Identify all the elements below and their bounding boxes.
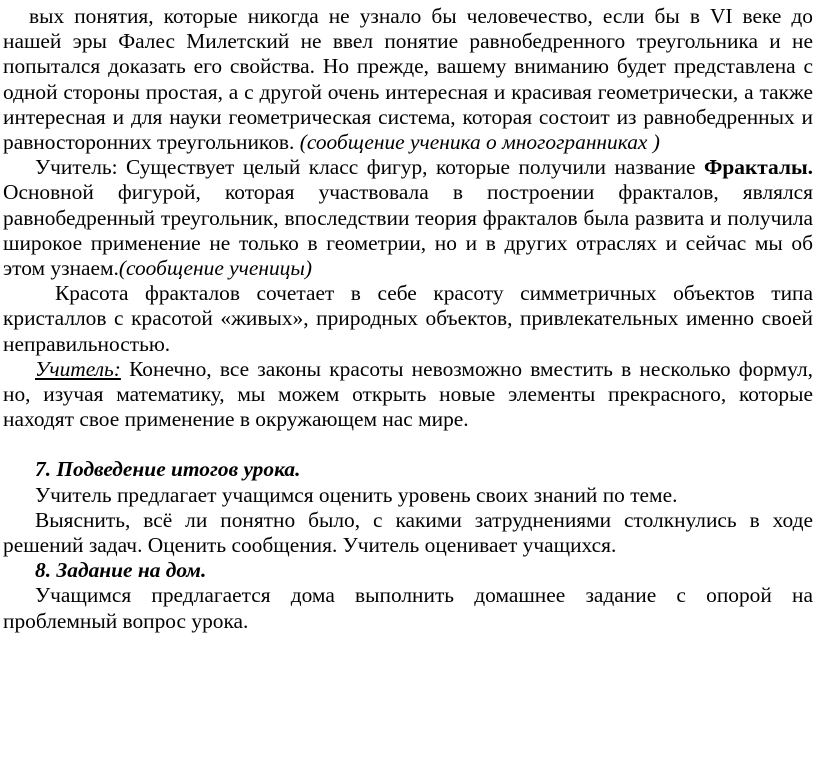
paragraph-thales-text: вых понятия, которые никогда не узнало бы человечество, если бы в VI веке до нашей эры Фалес Милетский не ввел понятие равнобедренного треугольника и не попытался доказать его свойства. Но прежде, вашему вниманию будет представлена с одной стороны простая, а с другой очень интересная и красивая геометрически, а также интересная и для науки геометрическая система, которая состоит из равнобедренных и равносторонних треугольников. [3,4,813,155]
note-student-polyhedra: (сообщение ученика о многогранниках ) [299,130,660,155]
paragraph-thales [3,4,813,155]
paragraph-teacher-conclusion [3,357,813,433]
section-8-heading: 8. Задание на дом. [35,558,207,583]
teacher-intro-text: Учитель: Существует целый класс фигур, которые получили название [35,155,704,180]
paragraph-fractals [3,155,813,281]
paragraph-fractals-text: Основной фигурой, которая участвовала в построении фракталов, являлся равнобедренный треугольник, впоследствии теория фракталов была развита и получила широкое применение не только в геометрии, но и в других отраслях и сейчас мы об этом узнаем. [3,180,813,281]
paragraph-beauty [3,281,813,357]
section-7-line-1: Учитель предлагает учащимся оценить уровень своих знаний по теме. [35,482,678,507]
section-7-heading: 7. Подведение итогов урока. [35,457,301,482]
section-8-text: Учащимся предлагается дома выполнить домашнее задание с опорой на проблемный вопрос урока. [3,583,813,633]
note-student-female: (сообщение ученицы) [118,256,312,281]
paragraph-teacher-conclusion-text: Конечно, все законы красоты невозможно вместить в несколько формул, но, изучая математику, мы можем открыть новые элементы прекрасного, которые находят свое применение в окружающем нас мире. [3,356,813,432]
paragraph-beauty-text: Красота фракталов сочетает в себе красоту симметричных объектов типа кристаллов с красотой «живых», природных объектов, привлекательных именно своей неправильностью. [3,281,813,356]
spacer [3,432,813,457]
section-7-line-2: Выяснить, всё ли понятно было, с какими затруднениями столкнулись в ходе решений задач. Оценить сообщения. Учитель оценивает учащихся. [3,507,813,558]
teacher-label: Учитель: [35,356,121,381]
fractals-term: Фракталы. [704,155,813,180]
